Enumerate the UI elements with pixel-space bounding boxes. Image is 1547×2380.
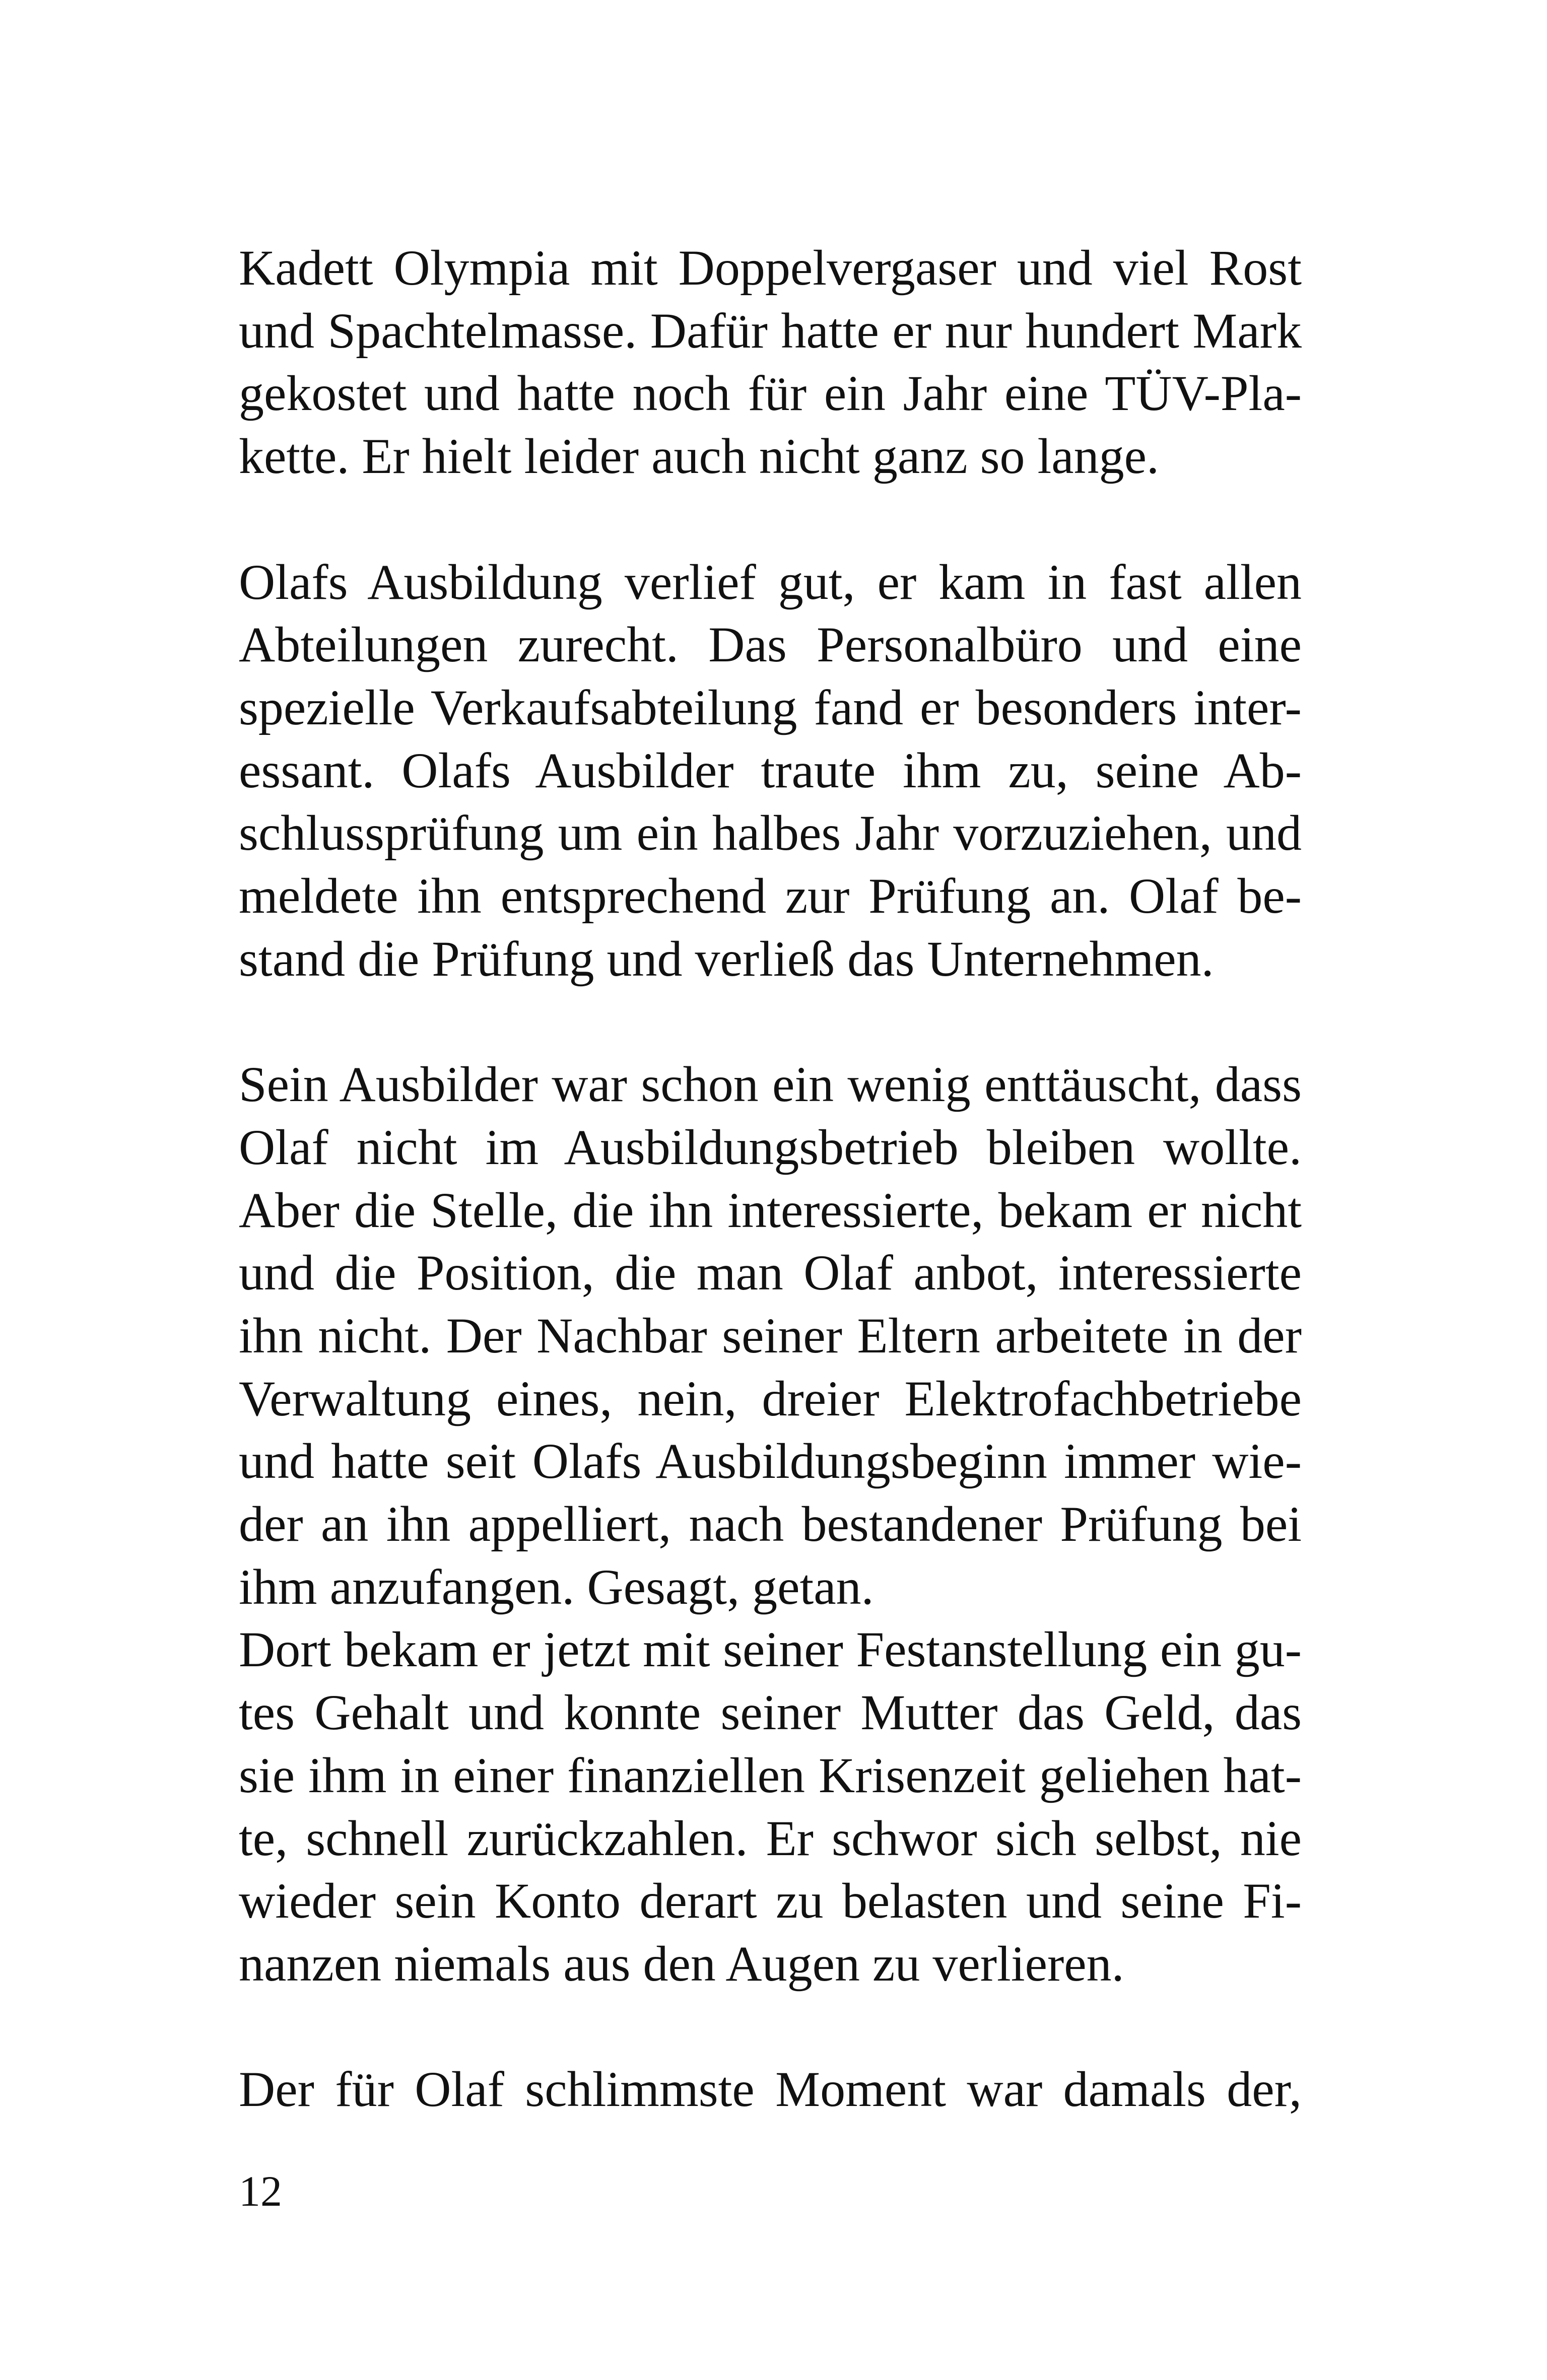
text-line: und hatte seit Olafs Ausbildungsbeginn immer wie- [239, 1433, 1302, 1489]
text-line: spezielle Verkaufsabteilung fand er besonders inter- [239, 679, 1302, 735]
body-text [239, 237, 1302, 2121]
text-line: Aber die Stelle, die ihn interessierte, bekam er nicht [239, 1182, 1302, 1238]
paragraph-1 [239, 237, 1302, 488]
page-number: 12 [239, 2167, 282, 2215]
text-line: der an ihn appelliert, nach bestandener Prüfung bei [239, 1496, 1302, 1552]
text-line: und die Position, die man Olaf anbot, interessierte [239, 1245, 1302, 1301]
text-line: kette. Er hielt leider auch nicht ganz so lange. [239, 428, 1160, 485]
text-line: te, schnell zurückzahlen. Er schwor sich selbst, nie [239, 1810, 1302, 1866]
text-line: Sein Ausbilder war schon ein wenig enttäuscht, dass [239, 1056, 1302, 1113]
text-line: schlussprüfung um ein halbes Jahr vorzuziehen, und [239, 805, 1302, 861]
text-line: nanzen niemals aus den Augen zu verlieren. [239, 1935, 1124, 1992]
text-line: Kadett Olympia mit Doppelvergaser und viel Rost [239, 240, 1302, 296]
paragraph-3 [239, 1053, 1302, 1618]
paragraph-4 [239, 1618, 1302, 1995]
paragraph-2 [239, 551, 1302, 991]
text-line: Olafs Ausbildung verlief gut, er kam in fast allen [239, 554, 1302, 610]
text-line: Verwaltung eines, nein, dreier Elektrofachbetriebe [239, 1370, 1302, 1426]
text-line: meldete ihn entsprechend zur Prüfung an. Olaf be- [239, 868, 1302, 924]
text-line: wieder sein Konto derart zu belasten und seine Fi- [239, 1873, 1302, 1929]
text-line: ihn nicht. Der Nachbar seiner Eltern arbeitete in der [239, 1307, 1302, 1364]
text-line: Der für Olaf schlimmste Moment war damals der, [239, 2061, 1302, 2118]
text-line: Abteilungen zurecht. Das Personalbüro und eine [239, 617, 1302, 673]
text-line: sie ihm in einer finanziellen Krisenzeit geliehen hat- [239, 1747, 1302, 1803]
text-line: ihm anzufangen. Gesagt, getan. [239, 1558, 874, 1615]
text-line: stand die Prüfung und verließ das Unternehmen. [239, 930, 1214, 987]
paragraph-gap [239, 990, 1302, 1053]
text-line: tes Gehalt und konnte seiner Mutter das Geld, das [239, 1684, 1302, 1741]
text-line: Dort bekam er jetzt mit seiner Festanstellung ein gu- [239, 1621, 1302, 1678]
text-line: essant. Olafs Ausbilder traute ihm zu, seine Ab- [239, 742, 1302, 798]
paragraph-5 [239, 2058, 1302, 2121]
paragraph-gap [239, 488, 1302, 551]
paragraph-gap [239, 1996, 1302, 2059]
text-line: Olaf nicht im Ausbildungsbetrieb bleiben wollte. [239, 1119, 1302, 1175]
text-line: und Spachtelmasse. Dafür hatte er nur hundert Mark [239, 302, 1302, 359]
text-line: gekostet und hatte noch für ein Jahr eine TÜV-Pla- [239, 365, 1302, 422]
